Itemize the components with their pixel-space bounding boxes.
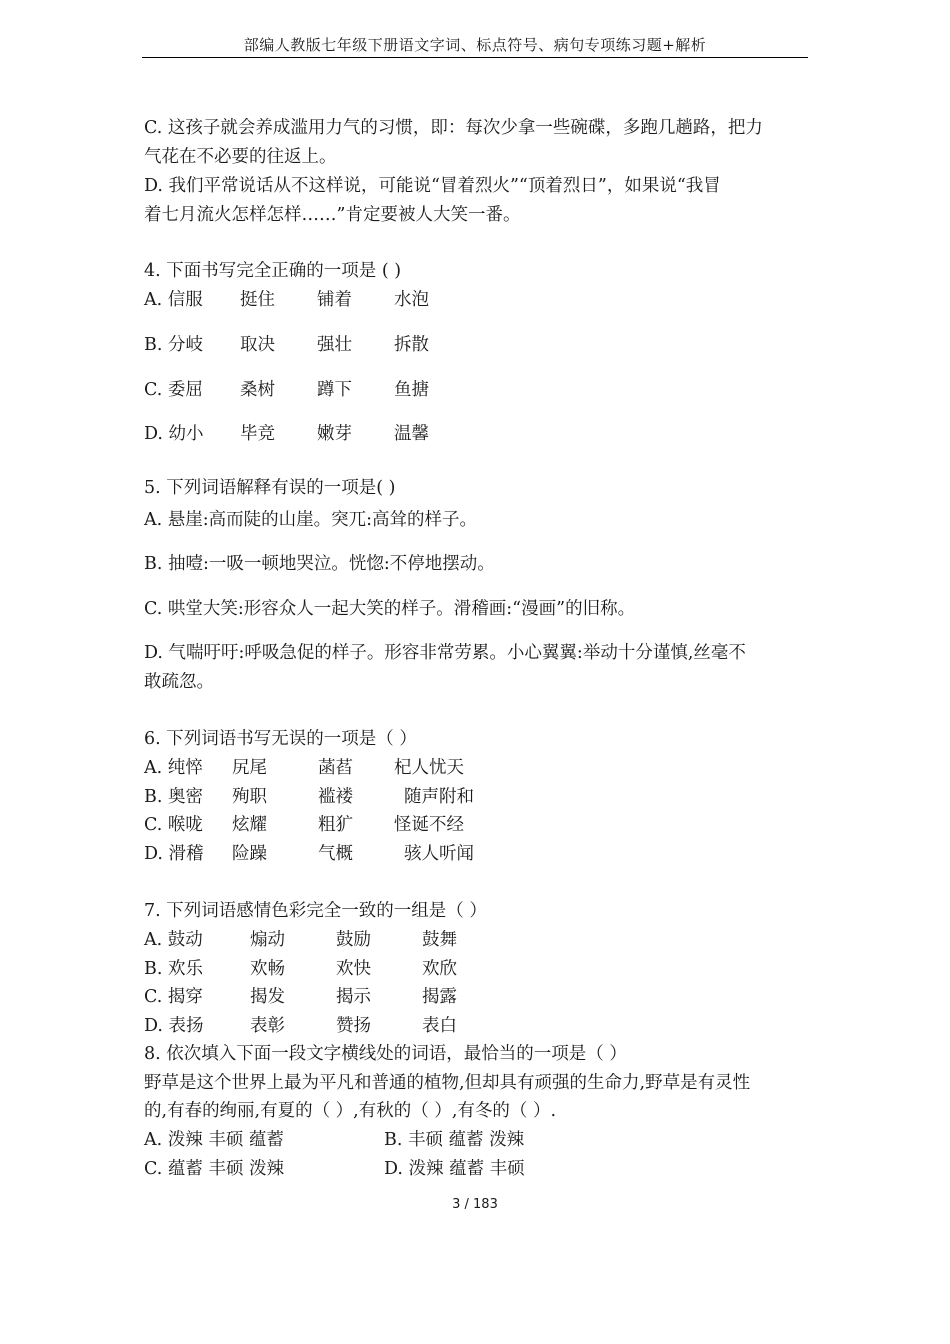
option-label: D. 表扬 (144, 1016, 204, 1036)
option-label: C. 揭穿 (144, 987, 203, 1007)
option-label: B. 分岐 (144, 335, 203, 355)
option-word: 强壮 (317, 335, 352, 355)
option-word: 揭示 (336, 987, 371, 1007)
option-word: 揭露 (422, 987, 457, 1007)
option-word: 毕竞 (240, 424, 275, 444)
q8-option-b: B. 丰硕 蕴蓄 泼辣 (384, 1130, 525, 1150)
q8-passage-line2: 的,有春的绚丽,有夏的（ ）,有秋的（ ）,有冬的（ ）. (144, 1101, 557, 1121)
option-label: B. 奥密 (144, 787, 203, 807)
q4-stem: 4. 下面书写完全正确的一项是 ( ) (144, 261, 402, 281)
option-word: 赞扬 (336, 1016, 371, 1036)
q4-option-d (144, 422, 429, 446)
q3-option-d-line2: 着七月流火怎样怎样……”肯定要被人大笑一番。 (144, 205, 521, 225)
option-word: 水泡 (394, 290, 429, 310)
option-word: 欢快 (336, 959, 371, 979)
q3-option-c-line2: 气花在不必要的往返上。 (144, 147, 337, 167)
option-word: 鼓励 (336, 930, 371, 950)
q7-option-b (144, 957, 457, 981)
q3-option-d-line1: D. 我们平常说话从不这样说，可能说“冒着烈火”“顶着烈日”，如果说“我冒 (144, 176, 721, 196)
option-label: A. 纯悴 (144, 758, 203, 778)
option-word: 温馨 (394, 424, 429, 444)
q7-stem: 7. 下列词语感情色彩完全一致的一组是（ ） (144, 901, 487, 921)
page-header-title: 部编人教版七年级下册语文字词、标点符号、病句专项练习题+解析 (243, 36, 707, 54)
option-word: 表白 (422, 1016, 457, 1036)
option-word: 取决 (240, 335, 275, 355)
q8-option-c: C. 蕴蓄 丰硕 泼辣 (144, 1159, 285, 1179)
q5-option-b: B. 抽噎:一吸一顿地哭泣。恍惚:不停地摆动。 (144, 554, 495, 574)
q5-option-c: C. 哄堂大笑:形容众人一起大笑的样子。滑稽画:“漫画”的旧称。 (144, 599, 636, 619)
option-word: 挺住 (240, 290, 275, 310)
option-word: 殉职 (232, 787, 267, 807)
option-word: 粗犷 (318, 815, 353, 835)
q8-option-d: D. 泼辣 蕴蓄 丰硕 (384, 1159, 525, 1179)
header-divider (142, 57, 808, 58)
option-word: 表彰 (250, 1016, 285, 1036)
q7-option-a (144, 928, 457, 952)
option-word: 杞人忧天 (394, 758, 464, 778)
option-word: 拆散 (394, 335, 429, 355)
option-word: 鱼搪 (394, 380, 429, 400)
option-word: 煽动 (250, 930, 285, 950)
option-word: 尻尾 (232, 758, 267, 778)
q8-passage-line1: 野草是这个世界上最为平凡和普通的植物,但却具有顽强的生命力,野草是有灵性 (144, 1073, 751, 1093)
option-word: 欢畅 (250, 959, 285, 979)
option-label: B. 欢乐 (144, 959, 203, 979)
option-word: 褴褛 (318, 787, 353, 807)
option-word: 揭发 (250, 987, 285, 1007)
q6-stem: 6. 下列词语书写无误的一项是（ ） (144, 729, 417, 749)
option-label: D. 滑稽 (144, 844, 204, 864)
q8-option-a: A. 泼辣 丰硕 蕴蓄 (144, 1130, 284, 1150)
q7-option-d (144, 1014, 457, 1038)
q4-option-c (144, 378, 429, 402)
q6-option-c (144, 813, 464, 837)
q5-option-d-line2: 敢疏忽。 (144, 672, 214, 692)
option-label: A. 鼓动 (144, 930, 203, 950)
option-word: 菡萏 (318, 758, 353, 778)
q5-option-d-line1: D. 气喘吁吁:呼吸急促的样子。形容非常劳累。小心翼翼:举动十分谨慎,丝毫不 (144, 643, 746, 663)
option-word: 气概 (318, 844, 353, 864)
option-word: 随声附和 (404, 787, 474, 807)
option-word: 桑树 (240, 380, 275, 400)
option-word: 炫耀 (232, 815, 267, 835)
option-word: 怪诞不经 (394, 815, 464, 835)
option-word: 险躁 (232, 844, 267, 864)
option-label: C. 委屈 (144, 380, 203, 400)
option-label: A. 信服 (144, 290, 203, 310)
q3-option-c-line1: C. 这孩子就会养成滥用力气的习惯，即：每次少拿一些碗碟，多跑几趟路，把力 (144, 118, 763, 138)
q7-option-c (144, 985, 457, 1009)
q6-option-a (144, 756, 464, 780)
option-word: 铺着 (317, 290, 352, 310)
option-word: 欢欣 (422, 959, 457, 979)
option-word: 蹲下 (317, 380, 352, 400)
option-label: C. 喉咙 (144, 815, 203, 835)
option-word: 骇人听闻 (404, 844, 474, 864)
q6-option-d (144, 842, 474, 866)
q6-option-b (144, 785, 474, 809)
option-word: 鼓舞 (422, 930, 457, 950)
option-label: D. 幼小 (144, 424, 204, 444)
q8-stem: 8. 依次填入下面一段文字横线处的词语，最恰当的一项是（ ） (144, 1044, 627, 1064)
q5-stem: 5. 下列词语解释有误的一项是( ) (144, 478, 396, 498)
q4-option-a (144, 288, 429, 312)
option-word: 嫩芽 (317, 424, 352, 444)
q4-option-b (144, 333, 429, 357)
page-number: 3 / 183 (452, 1197, 498, 1212)
q5-option-a: A. 悬崖:高而陡的山崖。突兀:高耸的样子。 (144, 510, 478, 530)
